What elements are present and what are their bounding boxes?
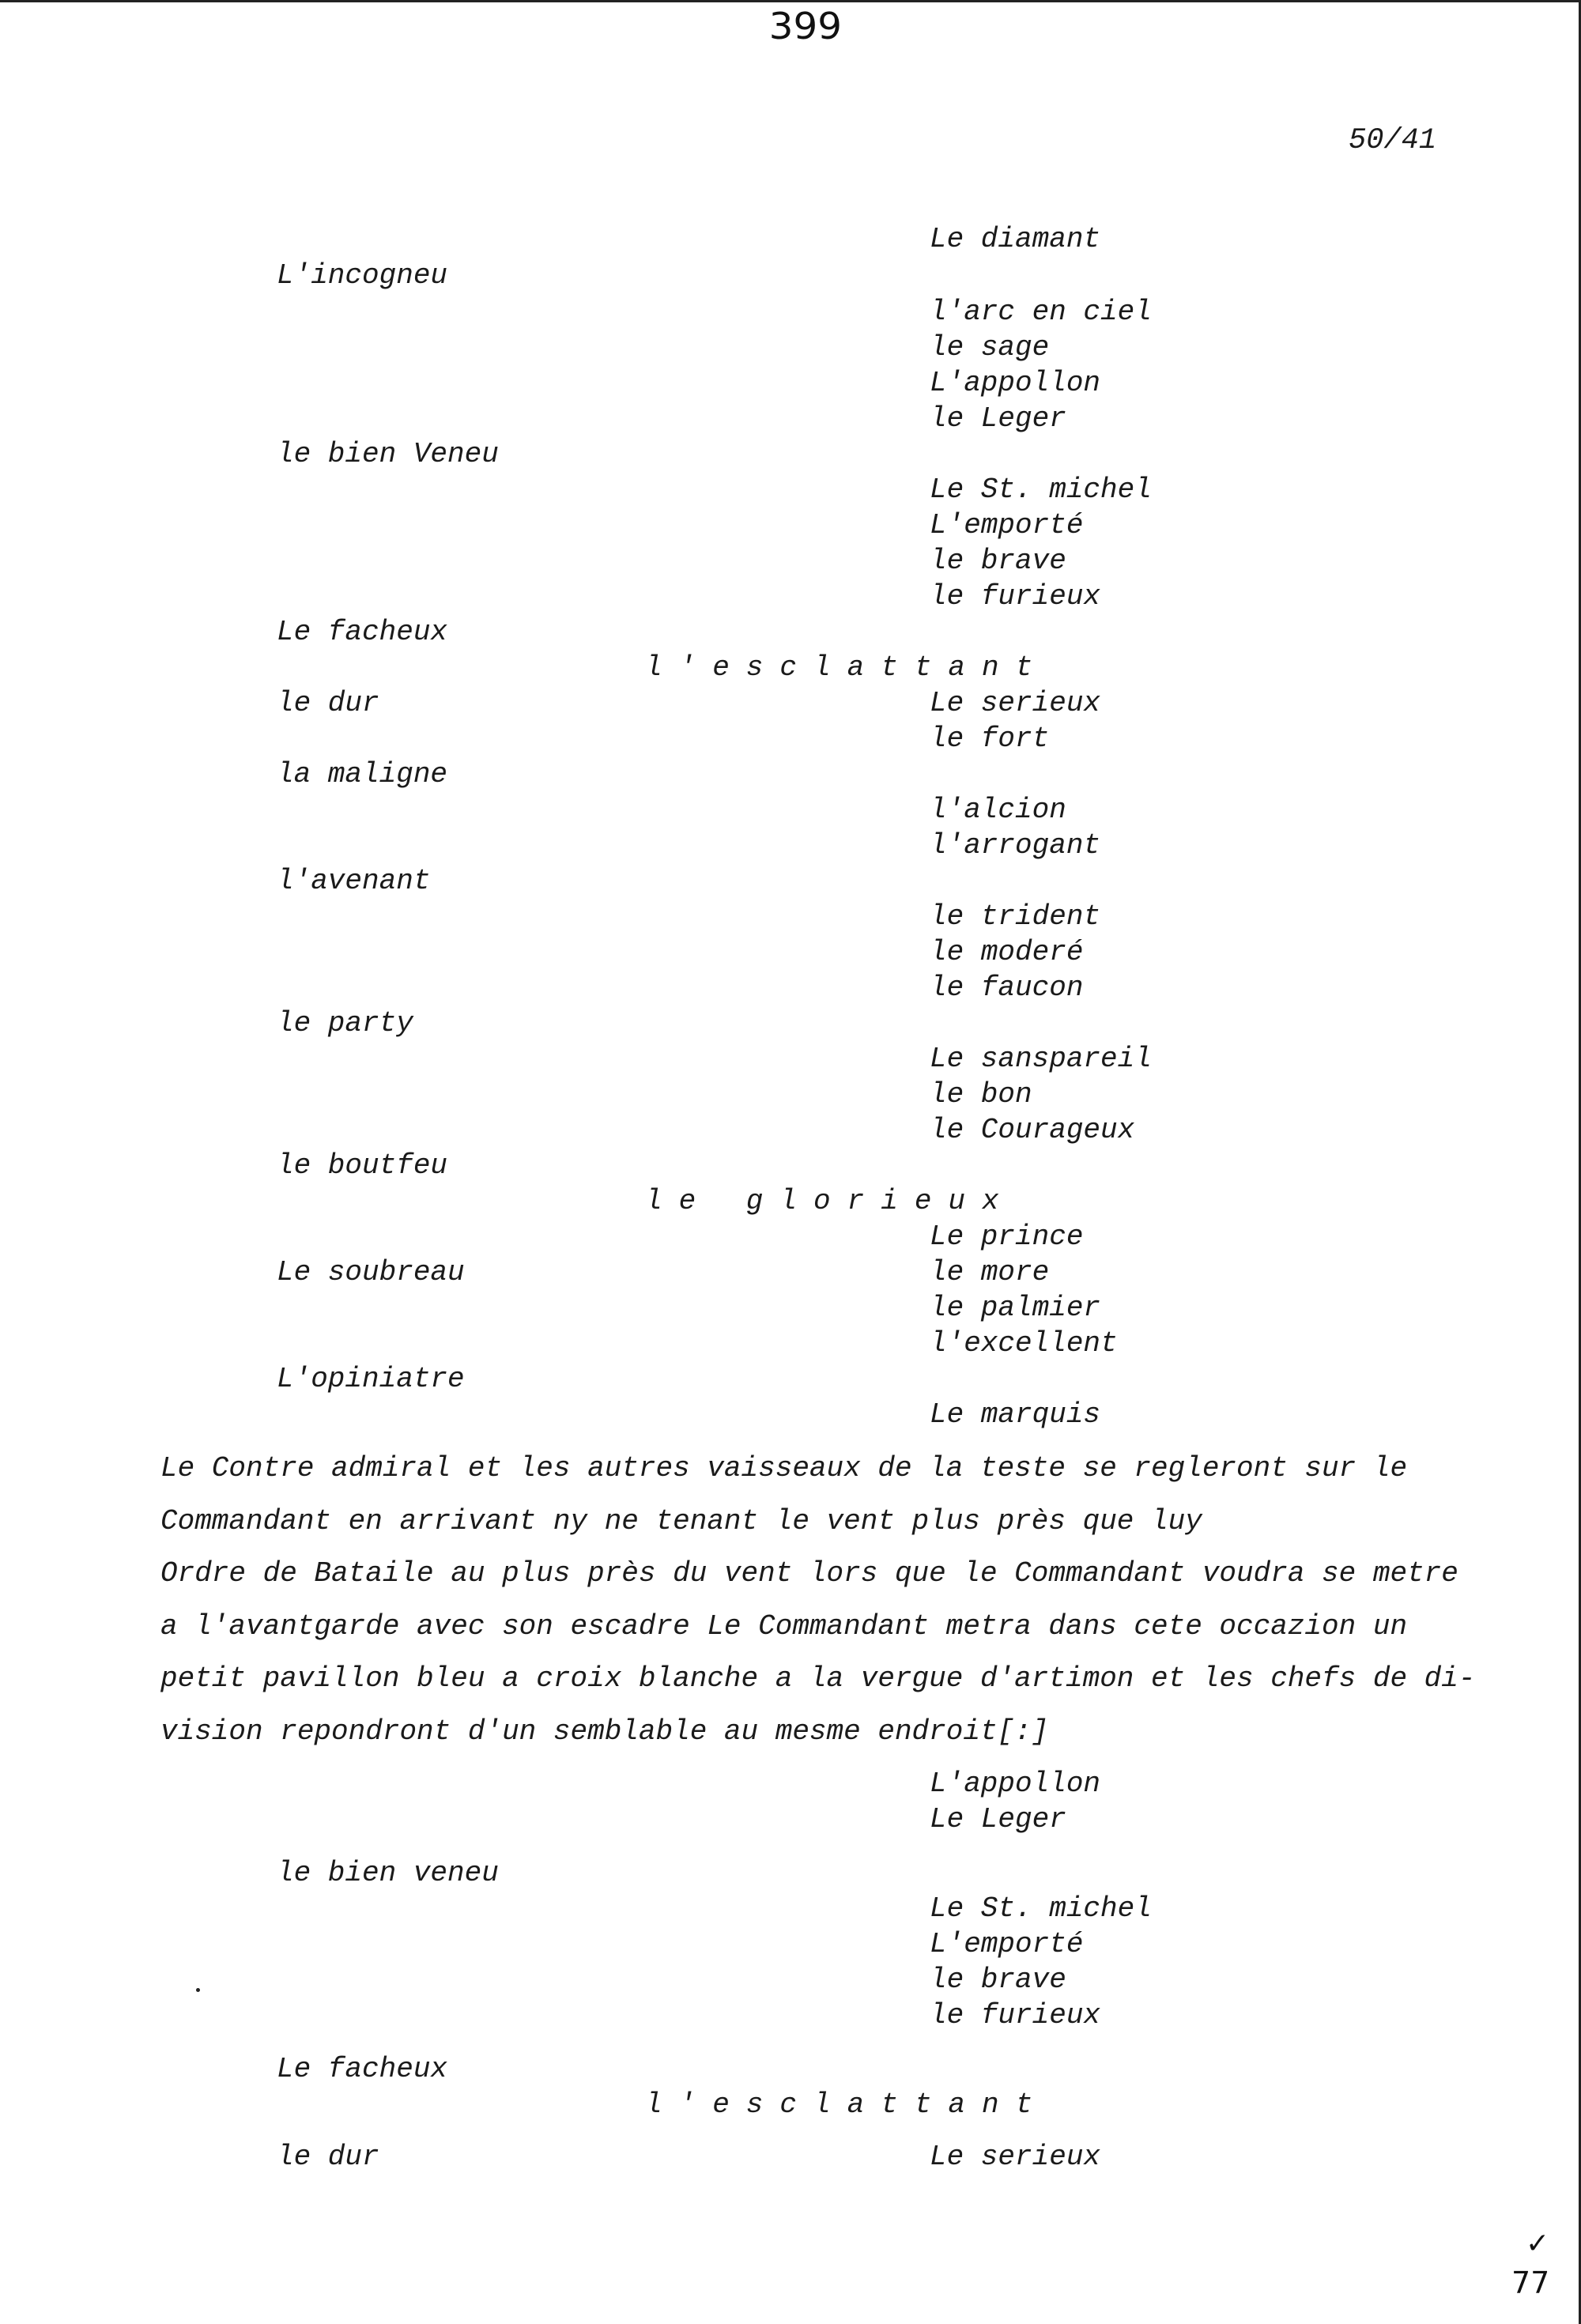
- list1-left-item: L'incogneu: [277, 259, 448, 292]
- list1-center-item: le glorieux: [645, 1185, 1016, 1217]
- list2-right-item: Le St. michel: [930, 1892, 1152, 1925]
- paragraph-line: Le Contre admiral et les autres vaisseaux de la teste se regleront sur le: [160, 1452, 1408, 1485]
- list1-left-item: le dur: [277, 687, 379, 719]
- list2-left-item: le dur: [277, 2141, 379, 2173]
- handwritten-page-number: 399: [768, 5, 843, 47]
- list1-right-item: le moderé: [930, 936, 1084, 968]
- list1-right-item: l'arrogant: [930, 829, 1101, 862]
- paragraph-line: petit pavillon bleu a croix blanche a la vergue d'artimon et les chefs de di-: [160, 1662, 1476, 1695]
- margin-number: 77: [1511, 2266, 1550, 2300]
- list1-right-item: Le prince: [930, 1220, 1084, 1253]
- list1-right-item: le bon: [930, 1078, 1032, 1111]
- folio-number: 50/41: [1349, 124, 1437, 157]
- list1-right-item: le faucon: [930, 971, 1084, 1004]
- list1-right-item: le Courageux: [930, 1114, 1135, 1146]
- list1-right-item: le Leger: [930, 402, 1066, 435]
- list1-left-item: Le facheux: [277, 616, 448, 648]
- list1-right-item: le more: [930, 1256, 1050, 1288]
- list1-left-item: l'avenant: [277, 865, 431, 897]
- list1-right-item: l'excellent: [930, 1327, 1118, 1360]
- list1-left-item: le party: [277, 1007, 413, 1039]
- list2-right-item: Le Leger: [930, 1803, 1066, 1835]
- paragraph-line: a l'avantgarde avec son escadre Le Commandant metra dans cete occazion un: [160, 1609, 1408, 1643]
- list1-right-item: Le serieux: [930, 687, 1101, 719]
- paragraph-line: Commandant en arrivant ny ne tenant le vent plus près que luy: [160, 1504, 1202, 1537]
- list1-right-item: le fort: [930, 722, 1050, 755]
- list1-left-item: le boutfeu: [277, 1149, 448, 1182]
- list1-center-item: l'esclattant: [645, 651, 1050, 684]
- list1-right-item: l'arc en ciel: [930, 296, 1152, 328]
- list2-right-item: L'emporté: [930, 1928, 1084, 1960]
- list1-right-item: le trident: [930, 900, 1101, 933]
- list2-center-item: l'esclattant: [645, 2088, 1050, 2121]
- list2-left-item: le bien veneu: [277, 1857, 499, 1889]
- paragraph-line: vision repondront d'un semblable au mesme endroit[:]: [160, 1715, 1049, 1748]
- list2-left-item: Le facheux: [277, 2053, 448, 2085]
- list1-right-item: l'alcion: [930, 794, 1066, 826]
- list1-right-item: le furieux: [930, 580, 1101, 613]
- list2-right-item: Le serieux: [930, 2141, 1101, 2173]
- order-paragraph: [160, 1443, 1476, 1758]
- list1-right-item: Le diamant: [930, 223, 1101, 255]
- margin-check-mark: ✓: [1526, 2228, 1550, 2260]
- list1-right-item: Le marquis: [930, 1398, 1101, 1431]
- list1-right-item: le brave: [930, 545, 1066, 577]
- list1-left-item: la maligne: [277, 758, 448, 790]
- list1-left-item: le bien Veneu: [277, 438, 499, 470]
- list1-right-item: Le sanspareil: [930, 1043, 1152, 1075]
- list2-right-item: le brave: [930, 1964, 1066, 1996]
- list1-left-item: L'opiniatre: [277, 1363, 465, 1395]
- list1-left-item: Le soubreau: [277, 1256, 465, 1288]
- list1-right-item: Le St. michel: [930, 473, 1152, 506]
- list1-right-item: le sage: [930, 331, 1050, 364]
- list1-right-item: L'appollon: [930, 367, 1101, 399]
- stray-dot: [196, 1988, 200, 1992]
- list1-right-item: le palmier: [930, 1292, 1101, 1324]
- paragraph-line: Ordre de Bataile au plus près du vent lors que le Commandant voudra se metre: [160, 1557, 1458, 1590]
- list2-right-item: L'appollon: [930, 1768, 1101, 1800]
- list2-right-item: le furieux: [930, 1999, 1101, 2032]
- list1-right-item: L'emporté: [930, 509, 1084, 541]
- page-border-top: [0, 0, 1581, 2]
